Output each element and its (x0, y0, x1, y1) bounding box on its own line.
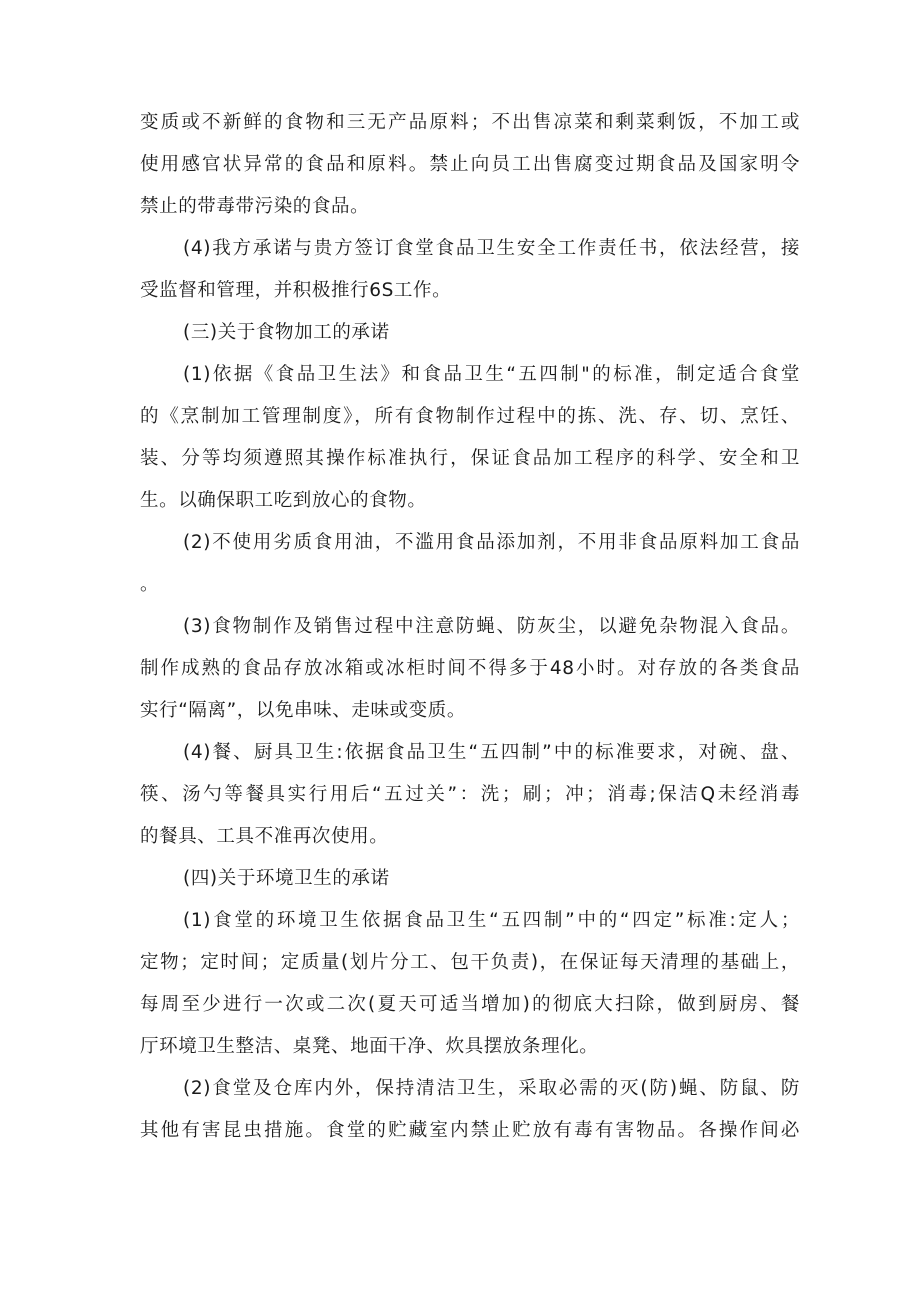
text-line: 生。以确保职工吃到放心的食物。 (140, 490, 427, 511)
paragraph-start-line: (2)不使用劣质食用油，不滥用食品添加剂，不用非食品原料加工食品 (183, 532, 800, 553)
text-line: 受监督和管理，并积极推行6S工作。 (140, 280, 452, 301)
text-line: 定物；定时间；定质量(划片分工、包干负责)，在保证每天清理的基础上， (140, 952, 800, 973)
section-heading: (四)关于环境卫生的承诺 (183, 868, 390, 889)
text-line: 每周至少进行一次或二次(夏天可适当增加)的彻底大扫除，做到厨房、餐 (140, 994, 800, 1015)
text-line: 变质或不新鲜的食物和三无产品原料；不出售凉菜和剩菜剩饭，不加工或 (140, 112, 800, 133)
paragraph-start-line: (1)食堂的环境卫生依据食品卫生“五四制”中的“四定”标准:定人； (183, 910, 800, 931)
text-line: 制作成熟的食品存放冰箱或冰柜时间不得多于48小时。对存放的各类食品 (140, 658, 800, 679)
text-line: 实行“隔离”，以免串味、走味或变质。 (140, 700, 466, 721)
text-line: 其他有害昆虫措施。食堂的贮藏室内禁止贮放有毒有害物品。各操作间必 (140, 1120, 800, 1141)
text-line: 使用感官状异常的食品和原料。禁止向员工出售腐变过期食品及国家明令 (140, 154, 800, 175)
paragraph-start-line: (4)餐、厨具卫生:依据食品卫生“五四制”中的标准要求，对碗、盘、 (183, 742, 800, 763)
text-line: 的餐具、工具不准再次使用。 (140, 826, 389, 847)
text-line: 筷、汤勺等餐具实行用后“五过关”：洗；刷；冲；消毒;保洁Q未经消毒 (140, 784, 800, 805)
text-line: 厅环境卫生整洁、桌凳、地面干净、炊具摆放条理化。 (140, 1036, 599, 1057)
paragraph-start-line: (2)食堂及仓库内外，保持清洁卫生，采取必需的灭(防)蝇、防鼠、防 (183, 1078, 800, 1099)
paragraph-start-line: (1)依据《食品卫生法》和食品卫生“五四制"的标准，制定适合食堂 (183, 364, 800, 385)
text-line: 装、分等均须遵照其操作标准执行，保证食品加工程序的科学、安全和卫 (140, 448, 800, 469)
text-line: 。 (140, 574, 160, 595)
paragraph-start-line: (4)我方承诺与贵方签订食堂食品卫生安全工作责任书，依法经营，接 (183, 238, 800, 259)
paragraph-start-line: (3)食物制作及销售过程中注意防蝇、防灰尘，以避免杂物混入食品。 (183, 616, 800, 637)
text-line: 的《烹制加工管理制度》，所有食物制作过程中的拣、洗、存、切、烹饪、 (140, 406, 800, 427)
section-heading: (三)关于食物加工的承诺 (183, 322, 390, 343)
text-line: 禁止的带毒带污染的食品。 (140, 196, 370, 217)
